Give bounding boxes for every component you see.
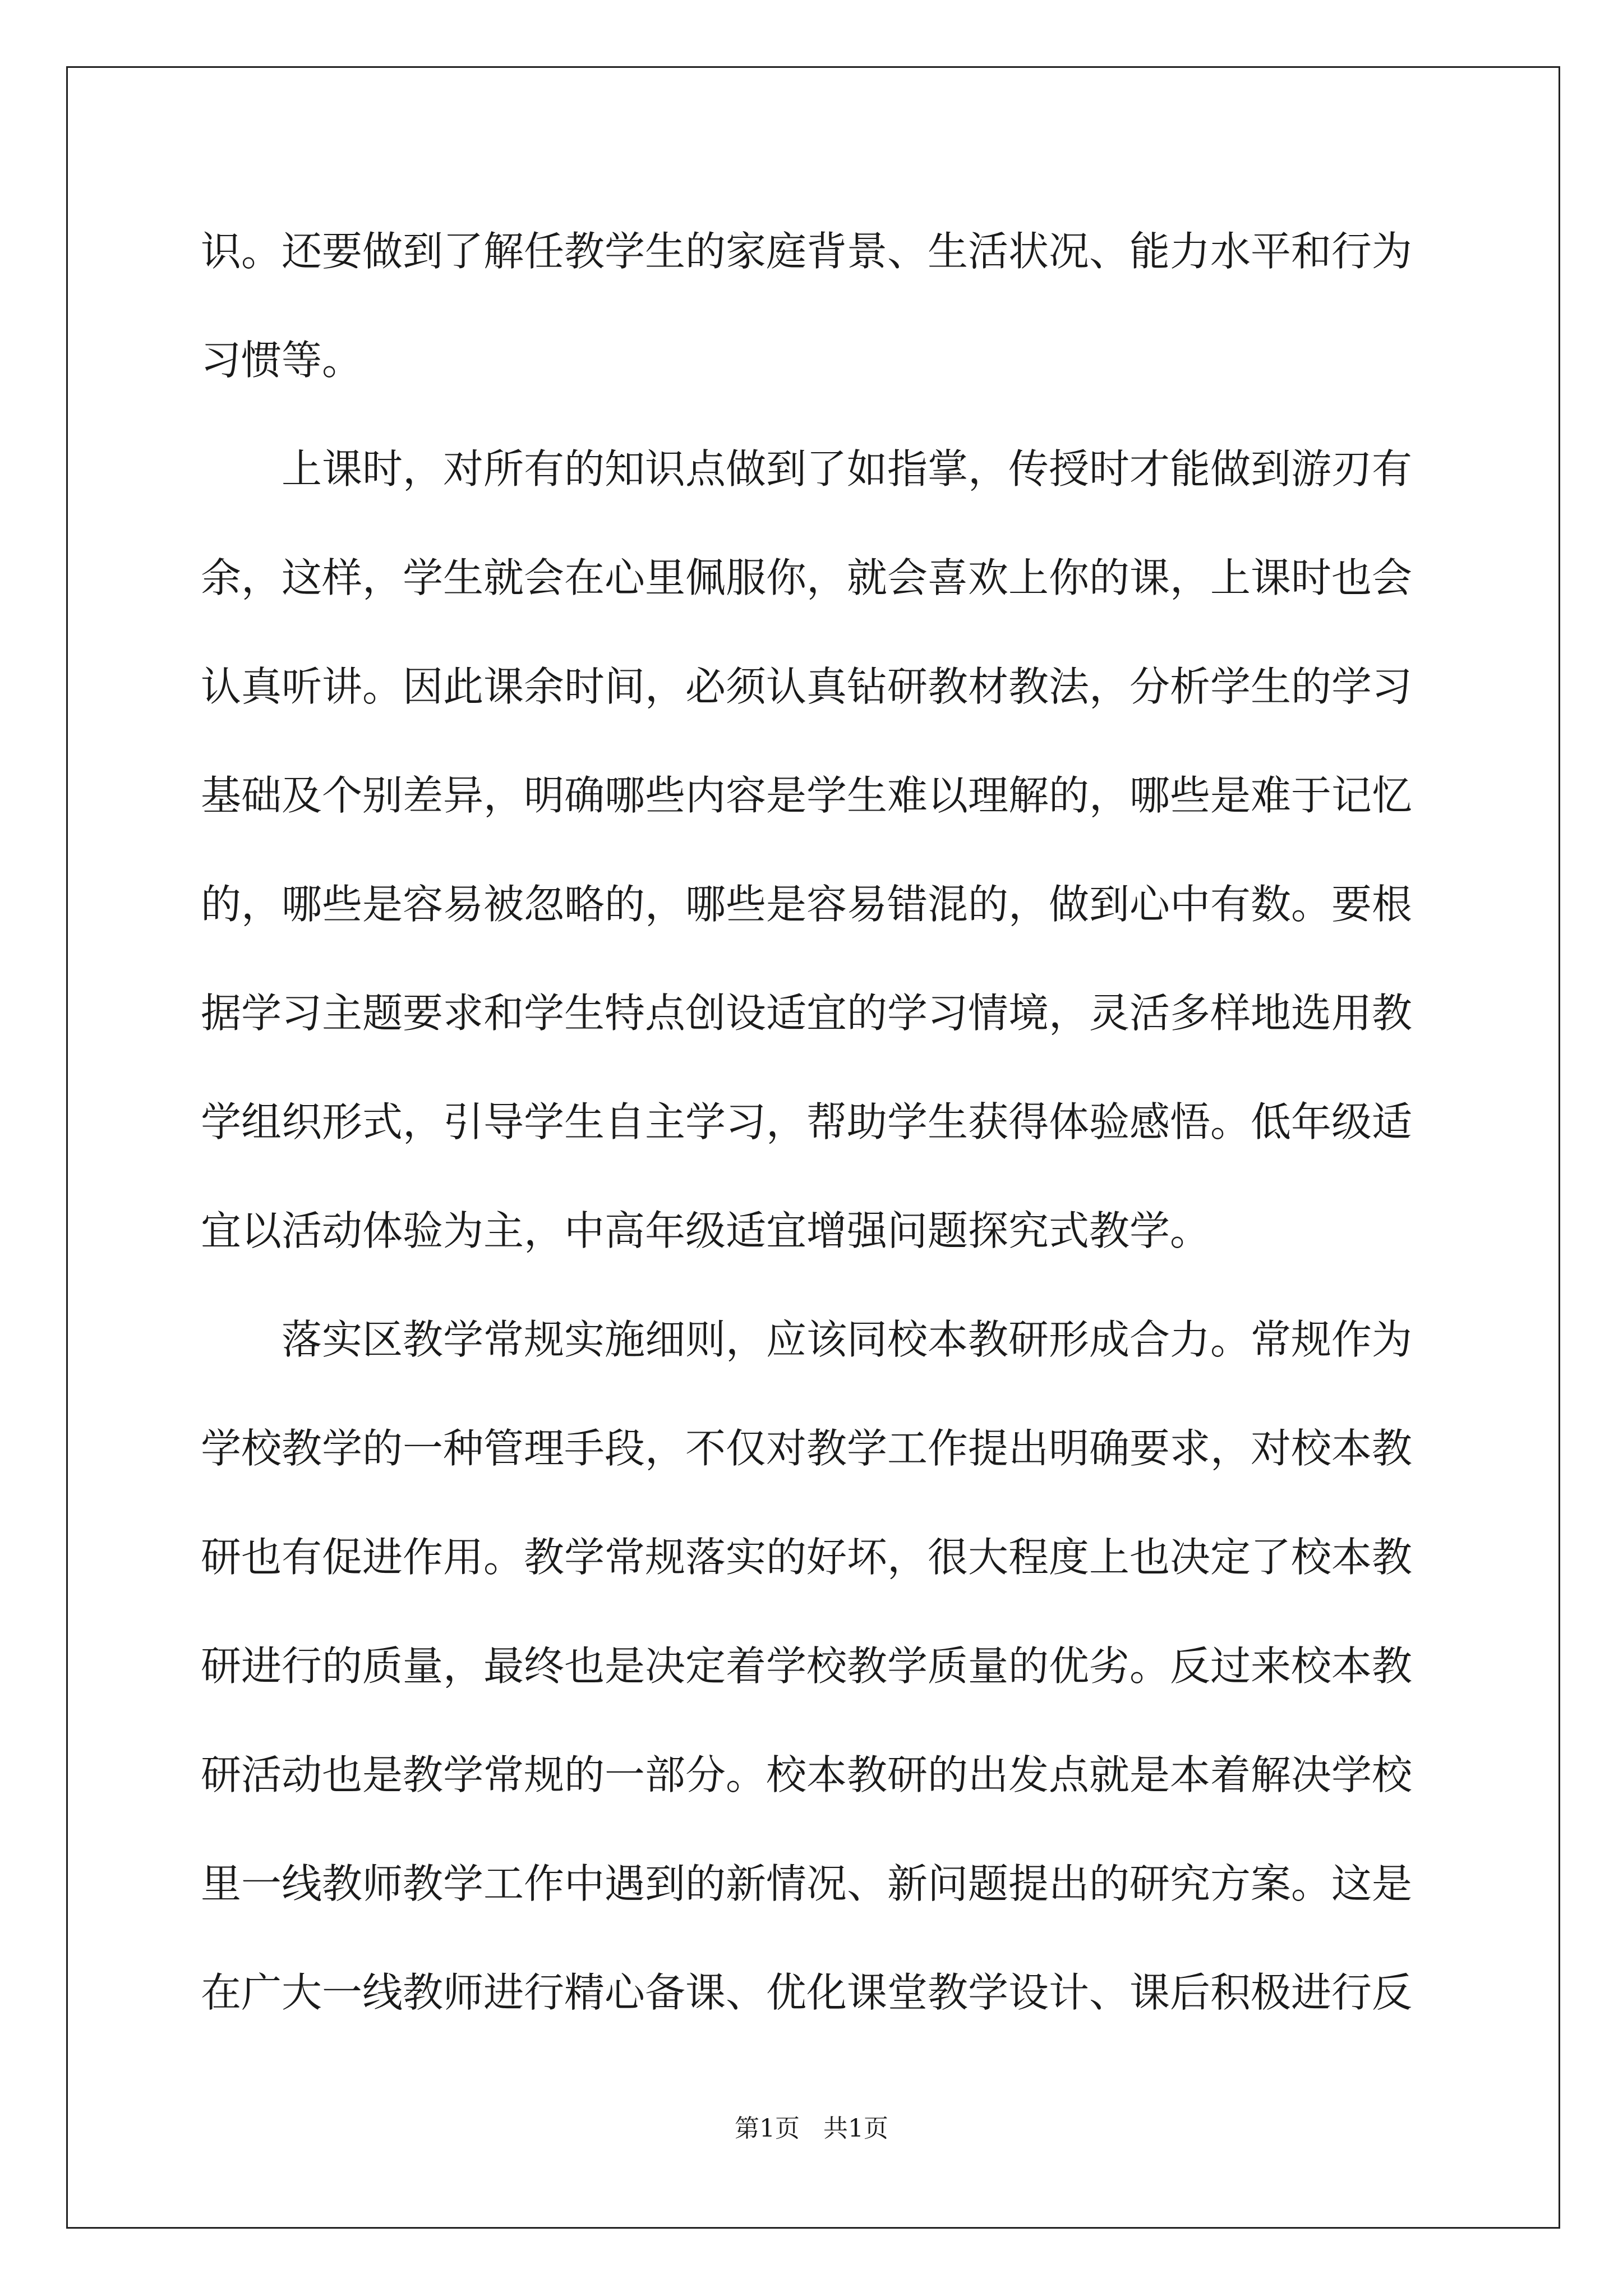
text-line: 学组织形式，引导学生自主学习，帮助学生获得体验感悟。低年级适 <box>201 1098 1413 1145</box>
text-line: 宜以活动体验为主，中高年级适宜增强问题探究式教学。 <box>201 1207 1211 1254</box>
text-line: 上课时，对所有的知识点做到了如指掌，传授时才能做到游刃有 <box>201 445 1413 493</box>
text-line: 的，哪些是容易被忽略的，哪些是容易错混的，做到心中有数。要根 <box>201 881 1413 928</box>
text-line: 据学习主题要求和学生特点创设适宜的学习情境，灵活多样地选用教 <box>201 990 1413 1037</box>
page-number-current: 第1页 <box>735 2114 800 2143</box>
text-line: 里一线教师教学工作中遇到的新情况、新问题提出的研究方案。这是 <box>201 1860 1413 1907</box>
text-line: 识。还要做到了解任教学生的家庭背景、生活状况、能力水平和行为 <box>201 228 1413 275</box>
text-line: 习惯等。 <box>201 337 363 384</box>
text-line: 研也有促进作用。教学常规落实的好坏，很大程度上也决定了校本教 <box>201 1534 1413 1581</box>
page-number-total: 共1页 <box>823 2114 888 2143</box>
document-body <box>201 218 1429 2068</box>
text-line: 基础及个别差异，明确哪些内容是学生难以理解的，哪些是难于记忆 <box>201 772 1413 819</box>
text-line: 认真听讲。因此课余时间，必须认真钻研教材教法，分析学生的学习 <box>201 663 1413 710</box>
text-line: 落实区教学常规实施细则，应该同校本教研形成合力。常规作为 <box>201 1316 1413 1363</box>
text-line: 余，这样，学生就会在心里佩服你，就会喜欢上你的课，上课时也会 <box>201 554 1413 601</box>
text-line: 研进行的质量，最终也是决定着学校教学质量的优劣。反过来校本教 <box>201 1642 1413 1690</box>
text-line: 学校教学的一种管理手段，不仅对教学工作提出明确要求，对校本教 <box>201 1425 1413 1472</box>
text-line: 研活动也是教学常规的一部分。校本教研的出发点就是本着解决学校 <box>201 1751 1413 1798</box>
page-footer <box>0 2112 1623 2146</box>
text-line: 在广大一线教师进行精心备课、优化课堂教学设计、课后积极进行反 <box>201 1969 1413 2016</box>
